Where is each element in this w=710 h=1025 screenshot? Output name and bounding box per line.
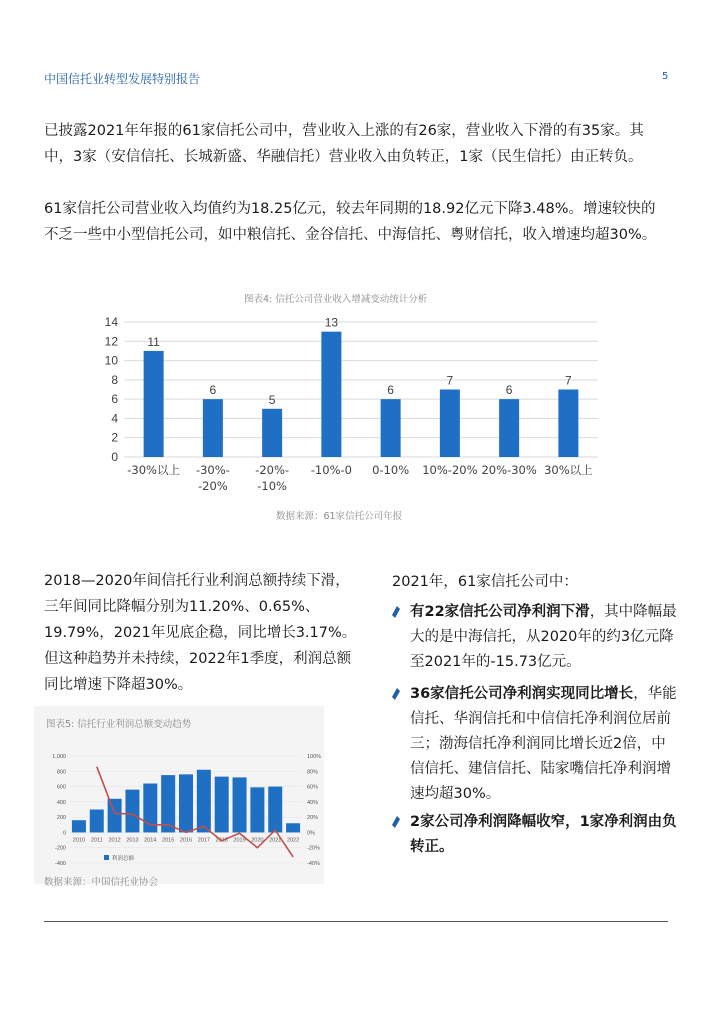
- bar: [161, 775, 175, 832]
- y-right-tick-label: 60%: [307, 784, 319, 791]
- bullet-text: ，华能信托、华润信托和中信信托净利润位居前三；渤海信托净利润同比增长近2倍，中信信托、建信信托、陆家嘴信托净利润增速均超30%。: [410, 686, 677, 802]
- y-tick-label: 10: [104, 353, 118, 368]
- y-tick-label: 14: [104, 315, 118, 329]
- bar: [72, 820, 86, 832]
- bar: [250, 787, 264, 832]
- bullet-item: [392, 810, 677, 860]
- y-left-tick-label: 0: [62, 830, 66, 837]
- x-tick-label: 10%-20%: [422, 463, 478, 477]
- x-tick-label: -10%-0: [310, 463, 352, 477]
- data-label: 13: [324, 315, 339, 330]
- page-number: 5: [662, 71, 669, 82]
- x-tick-label: -30%以上: [127, 463, 180, 477]
- y-right-tick-label: -20%: [307, 845, 320, 852]
- profit-trend-paragraph: 2018—2020年间信托行业利润总额持续下滑，三年间同比降幅分别为11.20%、0.65%、19.79%，2021年见底企稳，同比增长3.17%。但这种趋势并未持续，2022年1季度，利润总额同比增速下降超30%。: [44, 573, 357, 693]
- y-right-tick-label: 20%: [307, 815, 319, 822]
- data-label: 6: [505, 383, 513, 398]
- x-tick-label: 2011: [90, 837, 103, 844]
- data-label: 7: [446, 373, 454, 388]
- y-tick-label: 4: [111, 411, 118, 426]
- bar: [381, 399, 401, 457]
- y-tick-label: 8: [111, 372, 118, 387]
- y-right-tick-label: 100%: [307, 754, 322, 760]
- data-label: 5: [268, 392, 276, 407]
- y-left-tick-label: 800: [56, 769, 66, 776]
- x-tick-label: 2017: [197, 837, 210, 844]
- y-left-tick-label: 200: [56, 815, 66, 822]
- y-right-tick-label: -40%: [307, 861, 320, 867]
- bullet-item: [392, 600, 677, 675]
- x-tick-label: -20%: [198, 479, 228, 493]
- bullet-bold-text: 36家信托公司净利润实现同比增长: [410, 686, 634, 702]
- bar: [233, 777, 247, 832]
- footer-rule: [44, 921, 668, 922]
- bar: [215, 777, 229, 833]
- data-label: 6: [387, 383, 394, 398]
- x-tick-label: 2012: [108, 837, 121, 844]
- data-label: 6: [209, 383, 217, 398]
- bullet-icon: [392, 688, 400, 700]
- y-right-tick-label: 0%: [307, 830, 315, 837]
- x-tick-label: 2010: [72, 837, 86, 844]
- paragraph-revenue-count: 已披露2021年年报的61家信托公司中，营业收入上涨的有26家，营业收入下滑的有35家。其中，3家（安信信托、长城新盛、华融信托）营业收入由负转正，1家（民生信托）由正转负。: [44, 123, 644, 165]
- bullet-icon: [392, 606, 400, 618]
- x-tick-label: 30%以上: [544, 463, 593, 477]
- bar: [286, 823, 300, 832]
- bar: [203, 399, 223, 457]
- bar: [499, 399, 519, 457]
- bar: [179, 774, 193, 832]
- bullet-item: [392, 682, 677, 807]
- page-header-title: 中国信托业转型发展特别报告: [44, 72, 201, 86]
- x-tick-label: -20%-: [255, 463, 290, 477]
- bar: [321, 332, 341, 457]
- bar: [144, 351, 164, 457]
- x-tick-label: -30%-: [195, 463, 230, 477]
- bullet-bold-text: 有22家信托公司净利润下滑: [410, 604, 590, 620]
- y-right-tick-label: 40%: [307, 799, 319, 806]
- y-tick-label: 2: [111, 430, 118, 445]
- x-tick-label: 2021: [269, 837, 282, 844]
- right-column-heading: 2021年，61家信托公司中：: [392, 574, 578, 590]
- y-tick-label: 0: [111, 450, 118, 464]
- x-tick-label: 2014: [144, 837, 157, 844]
- bar: [558, 390, 578, 458]
- x-tick-label: 2020: [251, 837, 264, 844]
- y-left-tick-label: -200: [54, 845, 66, 852]
- legend-swatch: [104, 855, 109, 860]
- bar: [440, 390, 460, 458]
- bullet-text: ，其中降幅最大的是中海信托，从2020年的约3亿元降至2021年的-15.73亿元。: [410, 604, 677, 670]
- x-tick-label: 0-10%: [372, 463, 410, 477]
- x-tick-label: 20%-30%: [481, 463, 537, 477]
- bar: [268, 787, 282, 833]
- x-tick-label: 2018: [215, 837, 228, 844]
- x-tick-label: 2013: [126, 837, 139, 844]
- bullet-bold-text: 2家公司净利润降幅收窄，1家净利润由负转正。: [410, 814, 677, 855]
- bar: [125, 790, 139, 833]
- legend-label: 利润总额: [112, 856, 135, 862]
- revenue-change-bar-chart: [98, 310, 608, 500]
- figure5-caption: 图表5: 信托行业利润总额变动趋势: [46, 719, 192, 730]
- data-label: 11: [147, 334, 160, 349]
- profit-trend-combo-chart: [40, 750, 322, 872]
- x-tick-label: 2019: [233, 837, 246, 844]
- y-left-tick-label: 1,000: [52, 754, 66, 760]
- y-tick-label: 6: [111, 392, 118, 407]
- x-tick-label: 2015: [162, 837, 175, 844]
- y-left-tick-label: 600: [56, 784, 66, 791]
- bar: [108, 799, 122, 833]
- y-tick-label: 12: [104, 334, 118, 349]
- x-tick-label: 2016: [179, 837, 193, 844]
- bar: [197, 770, 211, 833]
- figure4-caption: 图表4: 信托公司营业收入增减变动统计分析: [244, 294, 428, 305]
- bar: [262, 409, 282, 457]
- data-label: 7: [565, 373, 572, 388]
- y-right-tick-label: 80%: [307, 769, 319, 776]
- y-left-tick-label: -400: [54, 861, 66, 867]
- bullet-icon: [392, 816, 400, 828]
- paragraph-revenue-average: 61家信托公司营业收入均值约为18.25亿元，较去年同期的18.92亿元下降3.48%。增速较快的不乏一些中小型信托公司，如中粮信托、金谷信托、中海信托、粤财信托，收入增速均超30%。: [44, 201, 657, 243]
- figure4-source: 数据来源：61家信托公司年报: [276, 511, 403, 522]
- bar: [90, 810, 104, 833]
- figure5-source: 数据来源：中国信托业协会: [44, 877, 159, 888]
- x-tick-label: -10%: [257, 479, 287, 493]
- x-tick-label: 2022: [286, 837, 300, 844]
- y-left-tick-label: 400: [56, 799, 66, 806]
